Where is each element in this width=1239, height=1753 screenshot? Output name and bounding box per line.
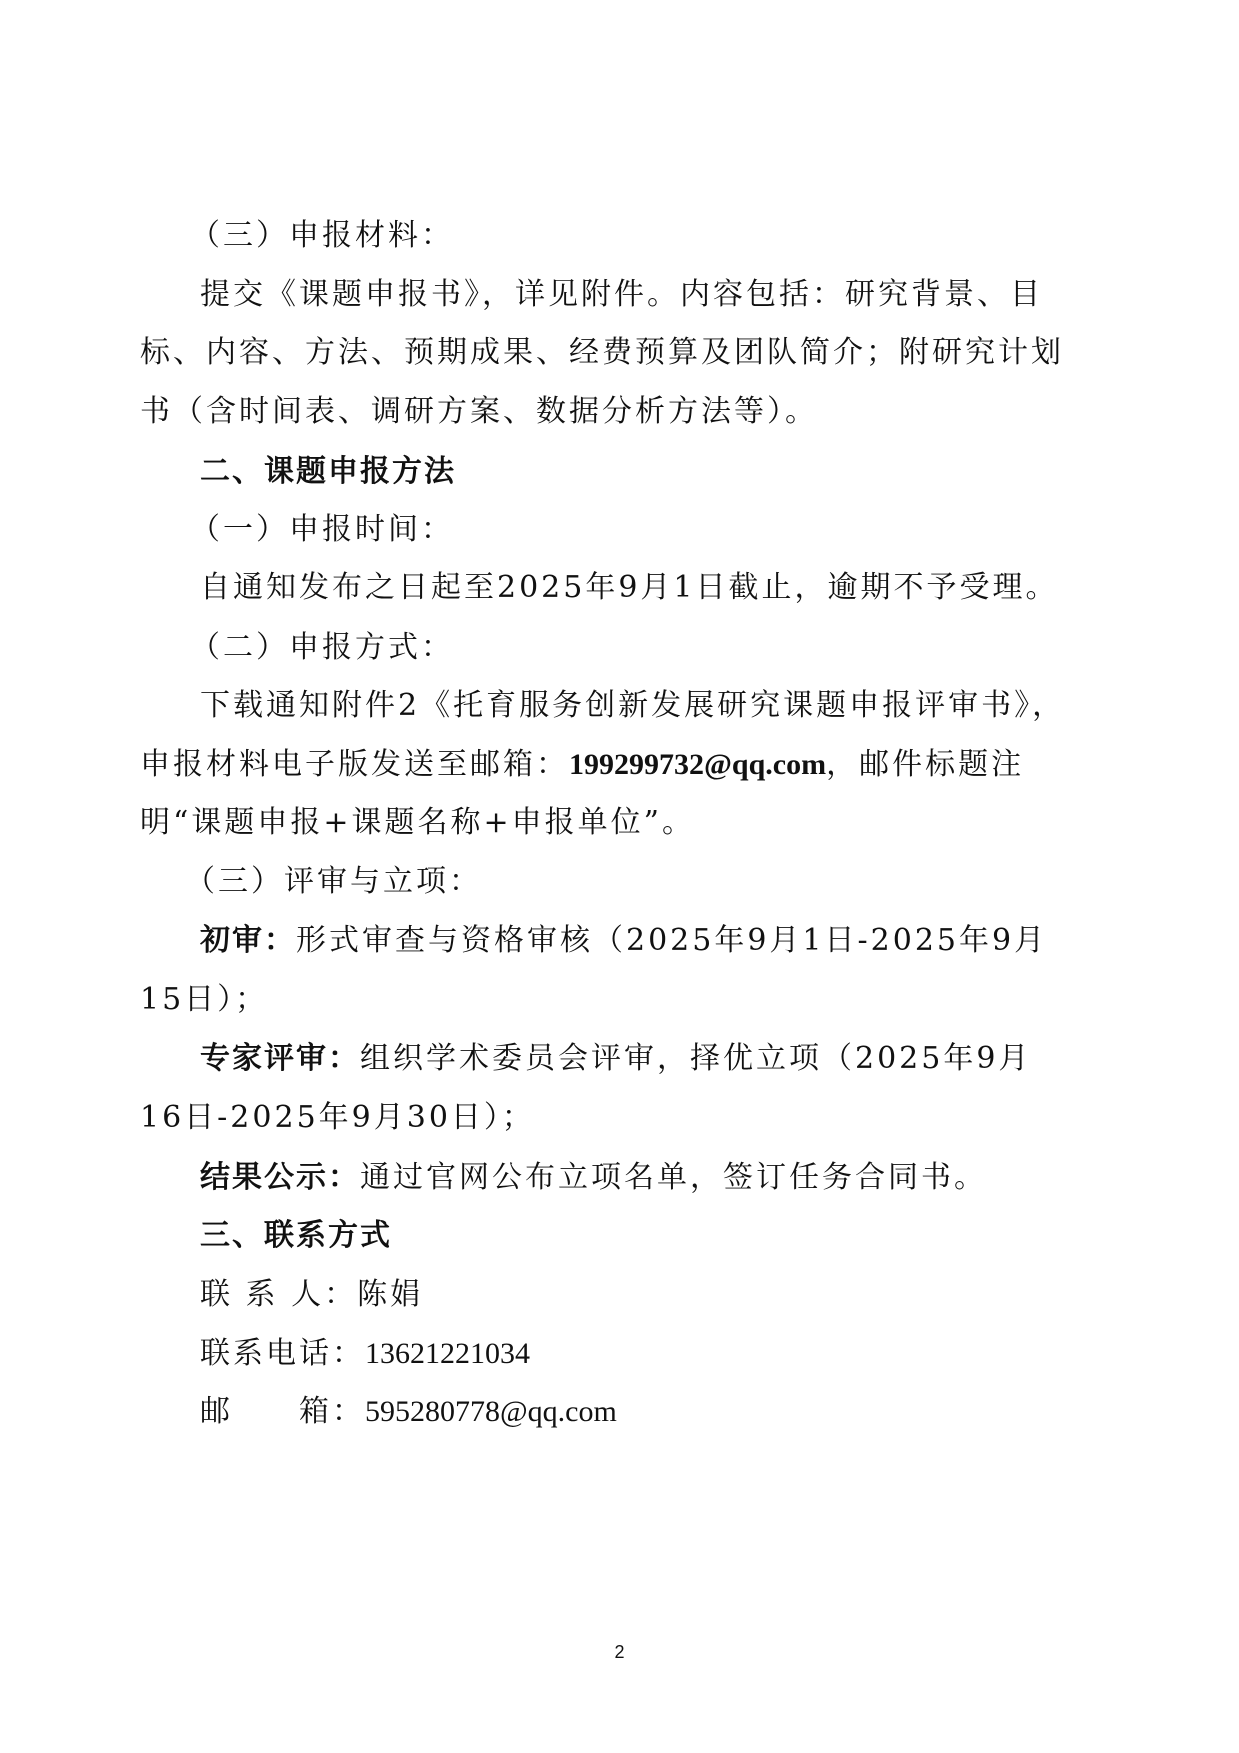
contact-person-label: 联 系 人： [200,1277,358,1312]
contact-phone-row [200,1334,530,1374]
paragraph-line [200,921,1047,961]
result-publicity-label: 结果公示： [200,1160,360,1195]
section-2-1-heading: （一）申报时间： [190,512,454,547]
contact-person-row [200,1275,423,1315]
paragraph-line: 提交《课题申报书》，详见附件。内容包括：研究背景、目 [200,277,1043,312]
paragraph-line: 书（含时间表、调研方案、数据分析方法等）。 [140,394,818,429]
contact-person: 陈娟 [357,1277,424,1312]
paragraph-line [140,745,1024,785]
submission-email: 199299732@qq.com [569,748,827,781]
result-publicity-text: 通过官网公布立项名单，签订任务合同书。 [360,1160,987,1195]
expert-review-label: 专家评审： [200,1041,360,1076]
paragraph-line: 明“课题申报+课题名称+申报单位”。 [140,805,695,840]
section-3-heading: 三、联系方式 [200,1218,392,1253]
contact-phone-label: 联系电话： [200,1336,365,1371]
section-2-heading: 二、课题申报方法 [200,454,456,489]
line-suffix: ，邮件标题注 [826,747,1025,782]
line-prefix: 申报材料电子版发送至邮箱： [140,747,569,782]
section-1-3-heading: （三）申报材料： [190,218,454,253]
expert-review-text: 组织学术委员会评审，择优立项（2025年9月 [360,1041,1032,1076]
section-2-2-heading: （二）申报方式： [190,630,454,665]
paragraph-line: 16日-2025年9月30日）； [140,1100,535,1135]
initial-review-label: 初审： [200,923,296,958]
paragraph-line: 15日）； [140,982,269,1017]
contact-email-label: 邮 箱： [200,1394,365,1429]
page-number: 2 [614,1642,625,1662]
contact-phone: 13621221034 [365,1337,530,1370]
initial-review-text: 形式审查与资格审核（2025年9月1日-2025年9月 [296,923,1048,958]
contact-email-row [200,1392,617,1432]
paragraph-line: 标、内容、方法、预期成果、经费预算及团队简介；附研究计划 [140,335,1064,370]
paragraph-line [200,1039,1031,1079]
paragraph-line: 下载通知附件2《托育服务创新发展研究课题申报评审书》， [200,688,1066,723]
section-2-3-heading: （三）评审与立项： [185,864,482,899]
paragraph-line: 自通知发布之日起至2025年9月1日截止，逾期不予受理。 [200,570,1059,605]
contact-email: 595280778@qq.com [365,1395,617,1428]
paragraph-line [200,1158,987,1198]
